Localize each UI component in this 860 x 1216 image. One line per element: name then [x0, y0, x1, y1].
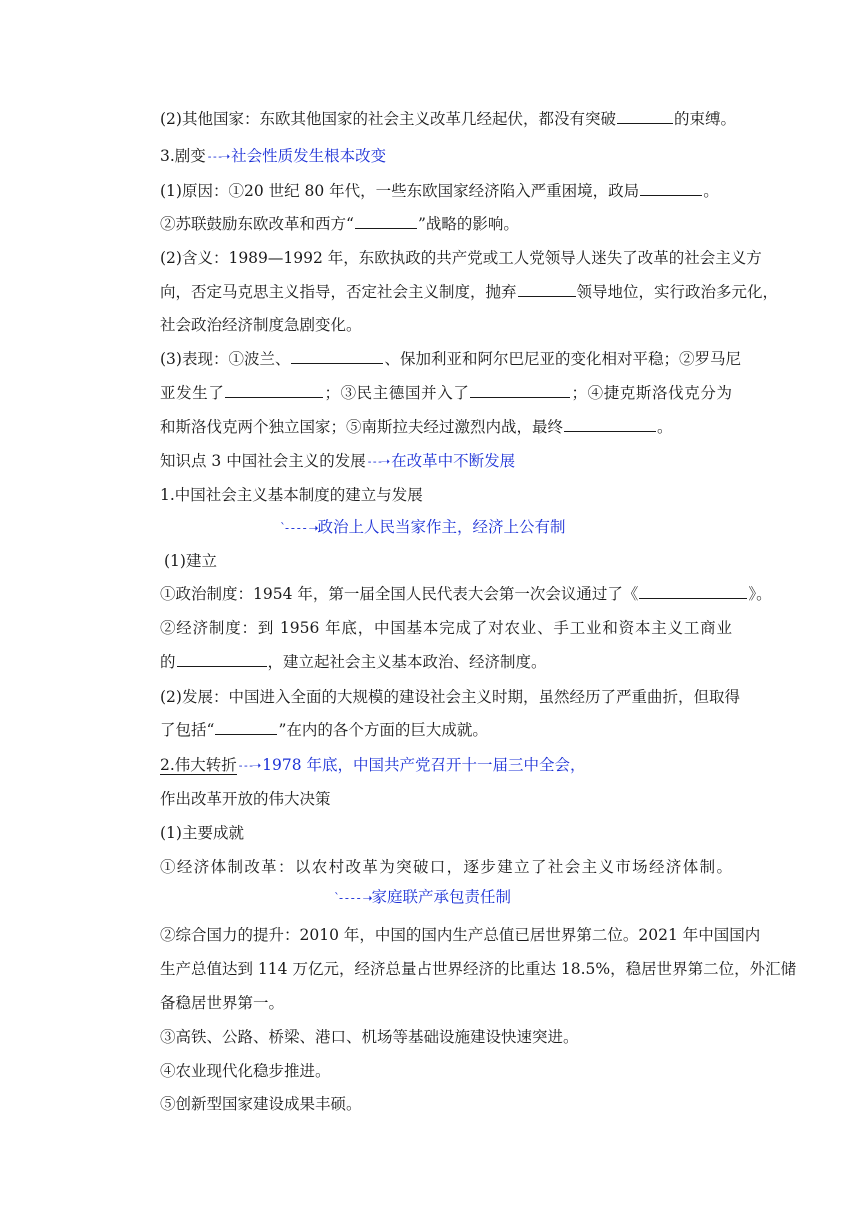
- annotation-row-politics: [280, 516, 732, 539]
- paragraph-economic-system-line1: [160, 617, 732, 639]
- paragraph-economic-system-line2: [160, 651, 732, 673]
- paragraph-development-line1: [160, 686, 740, 708]
- paragraph-political-system: [160, 583, 772, 605]
- text: 备稳居世界第一。: [160, 994, 285, 1012]
- dashed-arrow-icon: - - -➝: [238, 759, 261, 772]
- text: (1)主要成就: [160, 824, 244, 842]
- curved-dashed-arrow-icon: `- - - - ➝: [334, 891, 372, 905]
- text: ，建立起社会主义基本政治、经济制度。: [267, 653, 547, 671]
- heading-great-turn: [160, 754, 732, 777]
- paragraph-manifest-line3: [160, 416, 732, 438]
- text: ；③民主德国并入了: [324, 384, 470, 402]
- text: ”在内的各个方面的巨大成就。: [278, 721, 488, 739]
- paragraph-cause-2: [160, 213, 732, 235]
- paragraph-national-strength-line2: [160, 958, 797, 980]
- heading-knowledge-point-3: [160, 450, 732, 473]
- text: 》。: [748, 585, 772, 603]
- text: 的: [160, 653, 176, 671]
- annotation-note: 政治上人民当家作主，经济上公有制: [317, 518, 566, 536]
- paragraph-agriculture: [160, 1060, 732, 1082]
- text: (2)其他国家：东欧其他国家的社会主义改革几经起伏，都没有突破: [160, 110, 616, 128]
- paragraph-other-countries: [160, 108, 736, 130]
- fill-blank: [225, 382, 323, 398]
- fill-blank: [564, 416, 656, 432]
- text: ①经济体制改革：以农村改革为突破口，逐步建立了社会主义市场经济体制。: [160, 858, 732, 876]
- fill-blank: [291, 348, 383, 364]
- paragraph-meaning-line3: [160, 314, 732, 336]
- annotation-note: 1978 年底，中国共产党召开十一届三中全会，: [262, 756, 586, 774]
- dashed-arrow-icon: - - -➝: [207, 150, 230, 163]
- subheading-achievements: [160, 822, 732, 844]
- text: (2)含义：1989—1992 年，东欧执政的共产党或工人党领导人迷失了改革的社会主义方: [160, 249, 762, 267]
- paragraph-meaning-line2: [160, 281, 779, 303]
- dashed-arrow-icon: - - -➝: [367, 455, 390, 468]
- paragraph-development-line2: [160, 719, 732, 741]
- text: 向，否定马克思主义指导，否定社会主义制度，抛弃: [160, 283, 517, 301]
- text: ；④捷克斯洛伐克分为: [571, 384, 732, 402]
- text: 和斯洛伐克两个独立国家；⑤南斯拉夫经过激烈内战，最终: [160, 418, 564, 436]
- curved-dashed-arrow-icon: `- - - - ➝: [280, 521, 318, 535]
- paragraph-cause: [160, 180, 732, 202]
- heading-basic-system: [160, 484, 732, 506]
- heading-upheaval: [160, 145, 732, 168]
- text: (2)发展：中国进入全面的大规模的建设社会主义时期，虽然经历了严重曲折，但取得: [160, 688, 740, 706]
- paragraph-manifest-line1: [160, 348, 741, 370]
- annotation-note: 社会性质发生根本改变: [231, 147, 387, 165]
- fill-blank: [518, 281, 576, 297]
- text: 。: [703, 182, 719, 200]
- text: (3)表现：①波兰、: [160, 350, 291, 368]
- paragraph-infrastructure: [160, 1026, 732, 1048]
- text: ②综合国力的提升：2010 年，中国的国内生产总值已居世界第二位。2021 年中国国内: [160, 926, 761, 944]
- fill-blank: [617, 108, 673, 124]
- section-heading: 2.伟大转折: [160, 756, 237, 774]
- text: ③高铁、公路、桥梁、港口、机场等基础设施建设快速突进。: [160, 1028, 579, 1046]
- text: 作出改革开放的伟大决策: [160, 790, 331, 808]
- subheading-establish: [164, 550, 732, 572]
- line-reform-decision: [160, 788, 732, 810]
- text: 社会政治经济制度急剧变化。: [160, 316, 362, 334]
- fill-blank: [470, 382, 570, 398]
- text: 的束缚。: [673, 110, 736, 128]
- paragraph-meaning-line1: [160, 247, 762, 269]
- text: ②苏联鼓励东欧改革和西方“: [160, 215, 354, 233]
- fill-blank: [640, 180, 702, 196]
- text: 了包括“: [160, 721, 215, 739]
- text: 领导地位，实行政治多元化，: [576, 283, 779, 301]
- paragraph-national-strength-line3: [160, 992, 732, 1014]
- text: ”战略的影响。: [417, 215, 519, 233]
- text: ①政治制度：1954 年，第一届全国人民代表大会第一次会议通过了《: [160, 585, 639, 603]
- text: 亚发生了: [160, 384, 225, 402]
- text: 生产总值达到 114 万亿元，经济总量占世界经济的比重达 18.5%，稳居世界第二位，外汇储: [160, 960, 797, 978]
- text: (1)原因：①20 世纪 80 年代，一些东欧国家经济陷入严重困境，政局: [160, 182, 640, 200]
- annotation-row-household: [334, 886, 732, 909]
- text: ⑤创新型国家建设成果丰硕。: [160, 1095, 362, 1113]
- text: 、保加利亚和阿尔巴尼亚的变化相对平稳；②罗马尼: [384, 350, 741, 368]
- fill-blank: [639, 583, 747, 599]
- paragraph-innovation: [160, 1093, 732, 1115]
- paragraph-manifest-line2: [160, 382, 732, 404]
- paragraph-economic-reform: [160, 856, 732, 878]
- paragraph-national-strength-line1: [160, 924, 761, 946]
- section-heading: 1.中国社会主义基本制度的建立与发展: [160, 486, 423, 504]
- section-heading: 知识点 3 中国社会主义的发展: [160, 452, 366, 470]
- text: ④农业现代化稳步推进。: [160, 1062, 331, 1080]
- fill-blank: [215, 719, 277, 735]
- text: ②经济制度：到 1956 年底，中国基本完成了对农业、手工业和资本主义工商业: [160, 619, 732, 637]
- annotation-note: 在改革中不断发展: [391, 452, 516, 470]
- text: (1)建立: [164, 552, 217, 570]
- text: 。: [657, 418, 673, 436]
- fill-blank: [177, 651, 267, 667]
- fill-blank: [355, 213, 417, 229]
- annotation-note: 家庭联产承包责任制: [371, 888, 512, 906]
- section-heading: 3.剧变: [160, 147, 206, 165]
